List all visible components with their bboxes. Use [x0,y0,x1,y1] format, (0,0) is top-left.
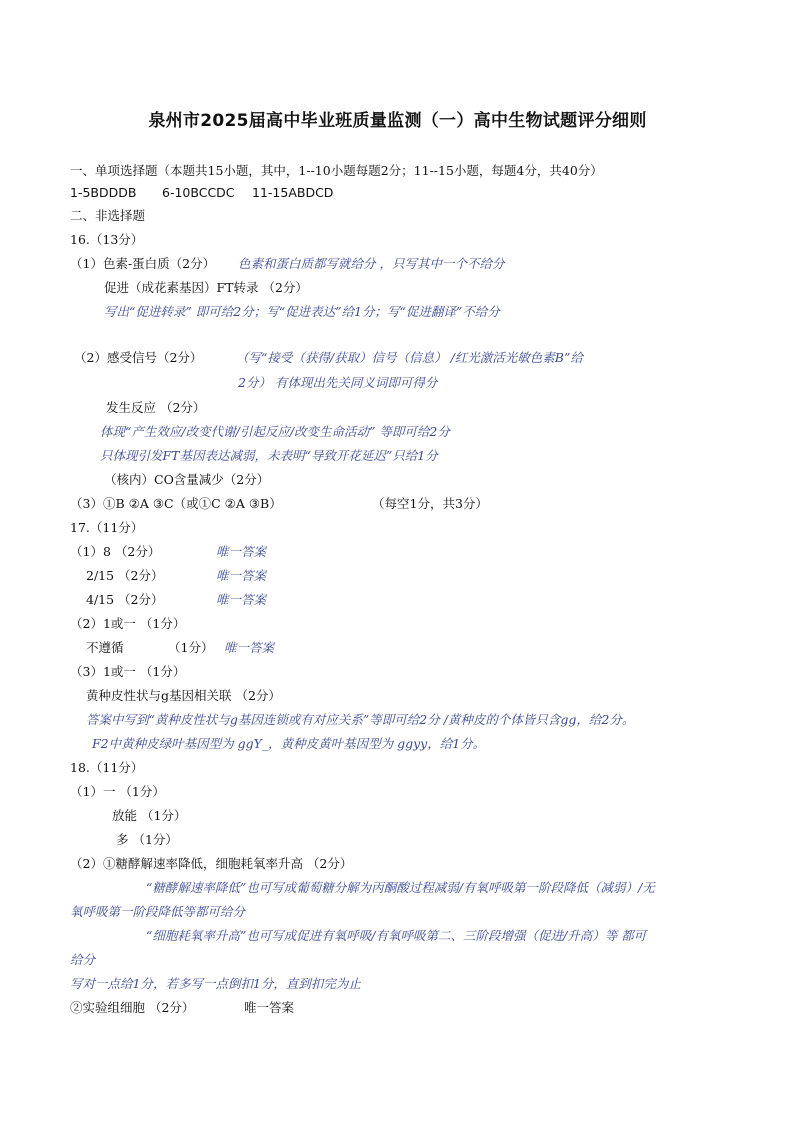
section-1-heading: 一、单项选择题（本题共15小题，其中，1--10小题每题2分；11--15小题，每题4分，共40分） [70,163,603,178]
q16-2-note: （写“接受（获得/获取）信号（信息） /红光激活光敏色素B”给 [236,350,583,365]
q18-2-note-2-cont: 给分 [70,952,96,967]
q18-1-answer-3: 多 （1分） [116,832,178,847]
q17-1-answer-1: （1）8 （2分） [70,544,161,559]
q17-2-score: （1分） [168,640,214,655]
q16-1-answer: （1）色素-蛋白质（2分） [70,256,216,271]
question-17-heading: 17.（11分） [70,520,144,535]
q16-2-answer: （2）感受信号（2分） [74,350,203,365]
q17-2-answer-2: 不遵循 [86,640,124,655]
q16-1-note-2: 写出“促进转录” 即可给2分；写“促进表达”给1分；写“促进翻译”不给分 [104,304,500,319]
q16-2-note-3: 只体现引发FT基因表达减弱，未表明“导致开花延迟”只给1分 [100,448,438,463]
q16-2-answer-3: （核内）CO含量减少（2分） [104,472,270,487]
section-2-heading: 二、非选择题 [70,208,146,223]
answers-6-10: 6-10BCCDC [162,185,235,200]
q18-2-answer-2: ②实验组细胞 （2分） [70,1000,195,1015]
page-title: 泉州市2025届高中毕业班质量监测（一）高中生物试题评分细则 [148,111,647,131]
q17-1-answer-3: 4/15 （2分） [86,592,164,607]
q17-1-note-3: 唯一答案 [216,592,267,607]
q18-1-answer-2: 放能 （1分） [112,808,187,823]
question-18-heading: 18.（11分） [70,760,144,775]
q16-1-note: 色素和蛋白质都写就给分 ，只写其中一个不给分 [238,256,505,271]
q17-3-note-2: F2中黄种皮绿叶基因型为 ggY_，黄种皮黄叶基因型为 ggyy，给1分。 [92,736,486,751]
q17-3-note: 答案中写到“黄种皮性状与g基因连锁或有对应关系”等即可给2分 /黄种皮的个体皆只含gg，给2分。 [86,712,635,727]
q16-3-scoring: （每空1分，共3分） [372,496,488,511]
q16-3-answer: （3）①B ②A ③C（或①C ②A ③B） [70,496,282,511]
q18-2-note-4: 唯一答案 [244,1000,295,1015]
q18-2-answer: （2）①糖酵解速率降低，细胞耗氧率升高 （2分） [70,856,353,871]
question-16-heading: 16.（13分） [70,232,144,247]
q17-3-answer: （3）1或一 （1分） [70,664,186,679]
q17-2-answer: （2）1或一 （1分） [70,616,186,631]
q18-2-note-3: 写对一点给1分，若多写一点倒扣1分，直到扣完为止 [70,976,361,991]
q16-1-answer-2: 促进（成花素基因）FT转录 （2分） [104,280,308,295]
answers-11-15: 11-15ABDCD [252,185,334,200]
q18-2-note-1-cont: 氧呼吸第一阶段降低等都可给分 [70,904,246,919]
q16-2-note-2: 体现“产生效应/改变代谢/引起反应/改变生命活动” 等即可给2分 [100,424,450,439]
q16-2-answer-2: 发生反应 （2分） [106,400,206,415]
q18-1-answer-1: （1）一 （1分） [70,784,165,799]
q17-3-answer-2: 黄种皮性状与g基因相关联 （2分） [86,688,281,703]
q16-2-note-cont: 2分） 有体现出先关同义词即可得分 [238,375,438,390]
answers-1-5: 1-5BDDDB [70,185,137,200]
q17-2-note: 唯一答案 [224,640,275,655]
q17-1-note-1: 唯一答案 [216,544,267,559]
q18-2-note-2: “细胞耗氧率升高”也可写成促进有氧呼吸/有氧呼吸第二、三阶段增强（促进/升高）等 都可 [146,928,647,943]
q17-1-note-2: 唯一答案 [216,568,267,583]
q17-1-answer-2: 2/15 （2分） [86,568,164,583]
q18-2-note-1: “糖酵解速率降低”也可写成葡萄糖分解为丙酮酸过程减弱/有氧呼吸第一阶段降低（减弱）/无 [146,880,655,895]
